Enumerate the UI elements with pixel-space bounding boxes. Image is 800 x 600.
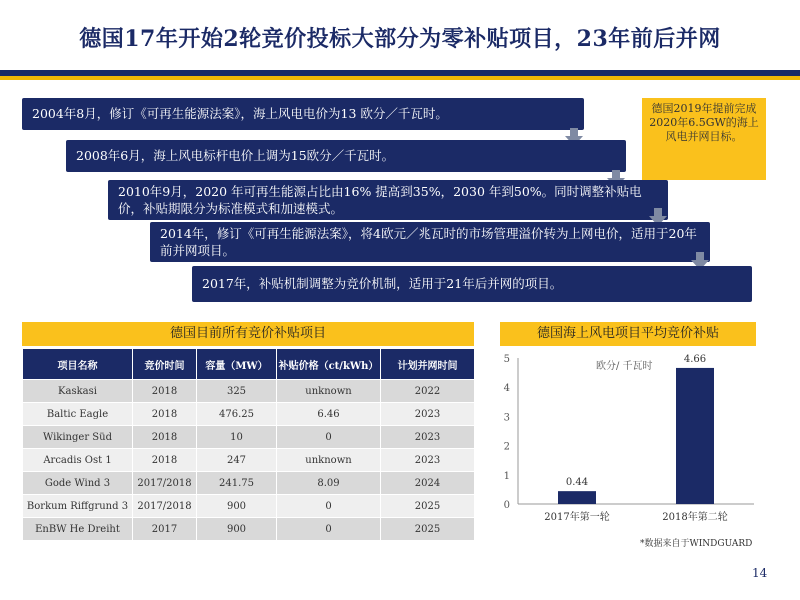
table-cell: Kaskasi: [23, 380, 133, 403]
table-cell: 241.75: [197, 472, 277, 495]
y-tick-label: 1: [503, 470, 510, 482]
y-tick-label: 0: [503, 500, 510, 511]
table-heading: 德国目前所有竞价补贴项目: [22, 322, 474, 346]
y-tick-label: 5: [503, 354, 510, 365]
table-cell: 2023: [381, 449, 475, 472]
table-cell: 2017/2018: [133, 495, 197, 518]
table-cell: 2022: [381, 380, 475, 403]
unit-label: 欧分/ 千瓦时: [596, 361, 653, 372]
table-row: [23, 403, 475, 426]
table-row: [23, 449, 475, 472]
table-cell: 476.25: [197, 403, 277, 426]
table-cell: 2017: [133, 518, 197, 541]
timeline-step-2008: 2008年6月，海上风电标杆电价上调为15欧分／千瓦时。: [66, 140, 626, 172]
timeline-step-2010: 2010年9月，2020 年可再生能源占比由16% 提高到35%，2030 年到50%。同时调整补贴电价，补贴期限分为标准模式和加速模式。: [108, 180, 668, 220]
table-row: [23, 380, 475, 403]
projects-table: [22, 348, 475, 541]
column-header: 项目名称: [23, 349, 133, 380]
table-cell: 2023: [381, 426, 475, 449]
table-cell: 6.46: [277, 403, 381, 426]
table-cell: 247: [197, 449, 277, 472]
page-number: 14: [752, 566, 768, 580]
table-cell: 2018: [133, 403, 197, 426]
note-box: 德国2019年提前完成2020年6.5GW的海上风电并网目标。: [642, 98, 766, 180]
table-cell: Wikinger Süd: [23, 426, 133, 449]
table-cell: Borkum Riffgrund 3: [23, 495, 133, 518]
table-cell: 10: [197, 426, 277, 449]
table-row: [23, 495, 475, 518]
chart-title: 德国海上风电项目平均竞价补贴: [500, 322, 756, 346]
table-cell: unknown: [277, 449, 381, 472]
table-cell: 325: [197, 380, 277, 403]
table-cell: 2018: [133, 449, 197, 472]
column-header: 计划并网时间: [381, 349, 475, 380]
table-cell: 0: [277, 518, 381, 541]
bar: [676, 368, 714, 504]
bar: [558, 491, 596, 504]
timeline-step-2014: 2014年，修订《可再生能源法案》，将4欧元／兆瓦时的市场管理溢价转为上网电价，适用于20年前并网项目。: [150, 222, 710, 262]
bar-value-label: 0.44: [565, 477, 589, 489]
timeline-step-2017: 2017年，补贴机制调整为竞价机制，适用于21年后并网的项目。: [192, 266, 752, 302]
table-cell: 8.09: [277, 472, 381, 495]
column-header: 容量（MW）: [197, 349, 277, 380]
x-tick-label: 2017年第一轮: [544, 512, 610, 523]
table-cell: Arcadis Ost 1: [23, 449, 133, 472]
bar-chart: [496, 348, 764, 530]
table-cell: 900: [197, 495, 277, 518]
bar-value-label: 4.66: [683, 353, 707, 365]
table-cell: 2024: [381, 472, 475, 495]
x-tick-label: 2018年第二轮: [662, 512, 728, 523]
table-cell: 2025: [381, 495, 475, 518]
page-title: 德国17年开始2轮竞价投标大部分为零补贴项目，23年前后并网: [79, 26, 721, 52]
table-cell: unknown: [277, 380, 381, 403]
table-cell: 2025: [381, 518, 475, 541]
source-note: *数据来自于WINDGUARD: [640, 539, 753, 549]
table-row: [23, 426, 475, 449]
table-row: [23, 472, 475, 495]
table-cell: 900: [197, 518, 277, 541]
y-tick-label: 2: [503, 441, 510, 453]
y-tick-label: 4: [503, 383, 510, 395]
table-cell: Gode Wind 3: [23, 472, 133, 495]
table-cell: 2023: [381, 403, 475, 426]
table-cell: Baltic Eagle: [23, 403, 133, 426]
table-cell: 0: [277, 426, 381, 449]
table-cell: 2018: [133, 426, 197, 449]
table-cell: 2018: [133, 380, 197, 403]
table-header-row: [23, 349, 475, 380]
column-header: 竞价时间: [133, 349, 197, 380]
table-cell: 0: [277, 495, 381, 518]
title-rule-gold: [0, 76, 800, 80]
timeline-step-2004: 2004年8月，修订《可再生能源法案》，海上风电电价为13 欧分／千瓦时。: [22, 98, 584, 130]
table-row: [23, 518, 475, 541]
y-tick-label: 3: [503, 412, 510, 424]
column-header: 补贴价格（ct/kWh）: [277, 349, 381, 380]
table-cell: 2017/2018: [133, 472, 197, 495]
table-cell: EnBW He Dreiht: [23, 518, 133, 541]
